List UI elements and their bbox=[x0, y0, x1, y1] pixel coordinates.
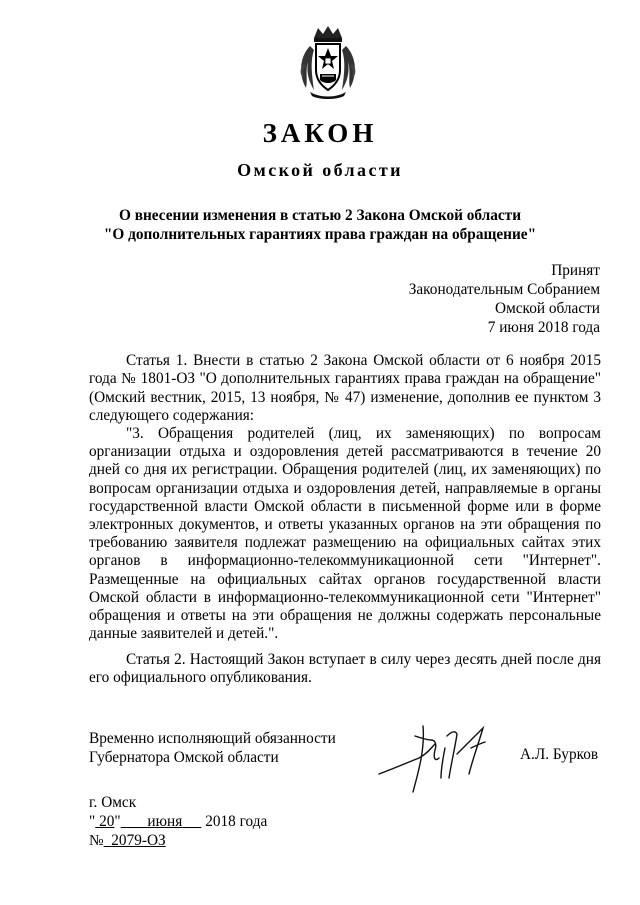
law-number bbox=[89, 831, 267, 850]
handwritten-signature bbox=[375, 718, 505, 796]
signatory-position bbox=[89, 729, 336, 767]
article-2 bbox=[89, 651, 601, 688]
article-1-quote-text: "3. Обращения родителей (лиц, их заменяющих) по вопросам организации отдыха и оздоровления детей рассматриваются в течение 20 дней со дня их регистрации. Обращения родителей (лиц, их заменяющих) по вопросам организации отдыха и оздоровления детей, направляемые в органы государственной власти Омской области в письменной форме или в форме электронных документов, и ответы указанных органов на эти обращения по требованию заявителя подлежат размещению на официальных сайтах этих органов в информационно-телекоммуникационной сети "Интернет". Размещенные на официальных сайтах органов государственной власти Омской области в информационно-телекоммуникационной сети "Интернет" обращения и ответы на эти обращения не должны содержать персональные данные заявителей и детей.". bbox=[89, 425, 601, 643]
article-1-text: Статья 1. Внести в статью 2 Закона Омской области от 6 ноября 2015 года № 1801-ОЗ "О дополнительных гарантиях права граждан на обращение" (Омский вестник, 2015, 13 ноября, № 47) изменение, дополнив ее пунктом 3 следующего содержания: bbox=[89, 352, 601, 425]
article-2-text: Статья 2. Настоящий Закон вступает в силу через десять дней после дня его официального опубликования. bbox=[89, 651, 601, 687]
law-number-prefix: № bbox=[89, 832, 104, 849]
adoption-line3: Омской области bbox=[495, 300, 600, 317]
date-day: 20 bbox=[99, 813, 115, 830]
law-number-value: 2079-ОЗ bbox=[111, 832, 166, 849]
article-1-intro bbox=[89, 352, 601, 426]
date-quote-open: " bbox=[89, 813, 96, 830]
signatory-name: А.Л. Бурков bbox=[520, 746, 599, 763]
law-heading-line2: "О дополнительных гарантиях права граждан на обращение" bbox=[103, 226, 537, 243]
document-subtitle: Омской области bbox=[237, 160, 403, 180]
document-title: ЗАКОН bbox=[262, 118, 378, 148]
coat-of-arms-icon bbox=[296, 24, 360, 100]
issuance-city: г. Омск bbox=[89, 794, 137, 811]
date-month: июня bbox=[147, 813, 183, 830]
article-1-quote bbox=[89, 425, 601, 643]
signatory-position-line2: Губернатора Омской области bbox=[89, 749, 279, 766]
issuance-block bbox=[89, 793, 267, 850]
adoption-date: 7 июня 2018 года bbox=[487, 319, 600, 336]
law-heading-line1: О внесении изменения в статью 2 Закона Омской области bbox=[118, 207, 522, 224]
date-quote-close: " bbox=[114, 813, 121, 830]
date-year: 2018 года bbox=[205, 813, 268, 830]
issuance-date bbox=[89, 812, 267, 831]
adoption-line1: Принят bbox=[551, 262, 600, 279]
signatory-position-line1: Временно исполняющий обязанности bbox=[89, 730, 336, 747]
adoption-line2: Законодательным Собранием bbox=[408, 281, 600, 298]
law-heading bbox=[0, 206, 640, 244]
adoption-block bbox=[409, 261, 600, 337]
